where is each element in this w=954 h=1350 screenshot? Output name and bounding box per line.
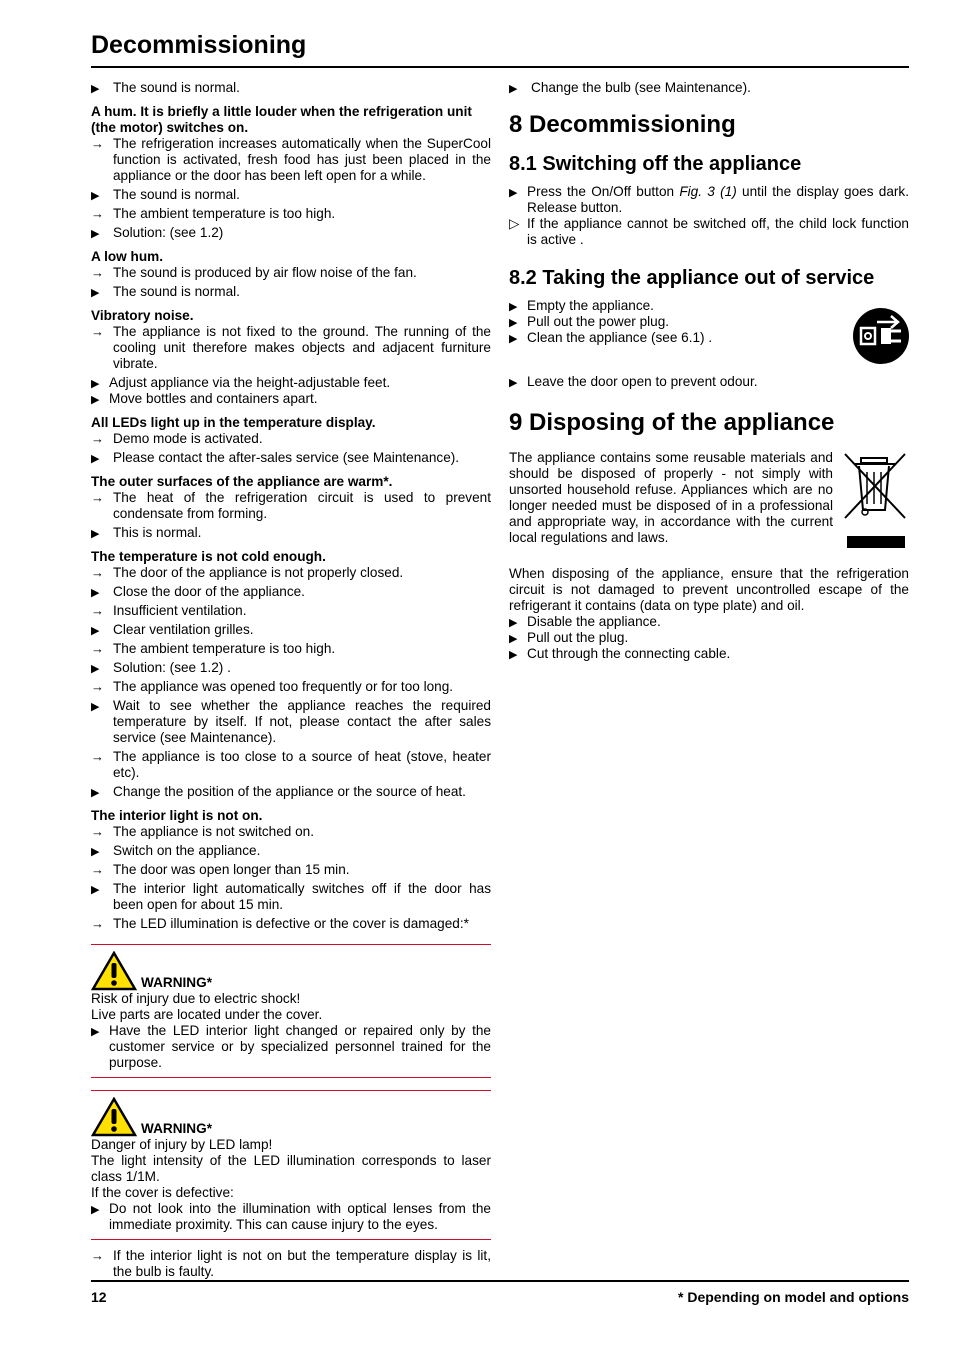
title-rule xyxy=(91,66,909,68)
triangle-bullet-icon: ▶ xyxy=(91,625,100,637)
subsection-title: 8.1 Switching off the appliance xyxy=(509,153,802,175)
disposal-block xyxy=(509,450,909,546)
triangle-bullet-icon: ▶ xyxy=(91,83,100,95)
paragraph: The appliance contains some reusable materials and should be disposed of properly - not simply with unsorted household refuse. Appliances which are no longer needed must be disposed of in a professional and appropriate way, in accordance with the current local regulations and laws. xyxy=(509,450,833,545)
arrow-right-icon: → xyxy=(91,431,104,446)
list-item: ▶ Do not look into the illumination with optical lenses from the immediate proximity. This can cause injury to the eyes. xyxy=(91,1201,491,1232)
warning-text: If the cover is defective: xyxy=(91,1185,234,1200)
arrow-right-icon: → xyxy=(91,1248,104,1263)
footer-note: * Depending on model and options xyxy=(678,1289,909,1305)
list-item: ▶ Cut through the connecting cable. xyxy=(509,646,909,662)
list-item: → The appliance is too close to a source of heat (stove, heater etc). xyxy=(91,749,491,780)
warning-text: Risk of injury due to electric shock! xyxy=(91,991,301,1006)
triangle-bullet-icon: ▶ xyxy=(91,394,100,406)
triangle-bullet-icon: ▶ xyxy=(509,633,518,645)
warning-box xyxy=(91,1090,491,1240)
triangle-bullet-icon: ▶ xyxy=(91,378,100,390)
list-item: ▶ Solution: (see 1.2) . xyxy=(91,660,491,676)
triangle-bullet-icon: ▶ xyxy=(91,453,100,465)
triangle-bullet-icon: ▶ xyxy=(91,287,100,299)
list-item: ▶ Solution: (see 1.2) xyxy=(91,225,491,241)
list-item: → The appliance is not switched on. xyxy=(91,824,315,839)
list-item: ▶ The sound is normal. xyxy=(91,284,491,300)
list-item: → The ambient temperature is too high. xyxy=(91,206,336,221)
paragraph: When disposing of the appliance, ensure that the refrigeration circuit is not damaged to prevent uncontrolled escape of the refrigerant it contains (data on type plate) and oil. xyxy=(509,566,909,613)
right-column xyxy=(509,80,909,662)
list-item: ▶ The sound is normal. xyxy=(91,187,491,203)
triangle-bullet-icon: ▶ xyxy=(509,83,518,95)
warning-text: Live parts are located under the cover. xyxy=(91,1007,323,1022)
triangle-bullet-icon: ▶ xyxy=(91,587,100,599)
list-item: ▶ Disable the appliance. xyxy=(509,614,909,630)
warning-text: The light intensity of the LED illumination corresponds to laser class 1/1M. xyxy=(91,1153,491,1184)
triangle-bullet-icon: ▶ xyxy=(509,301,518,313)
list-item: → The appliance was opened too frequently or for too long. xyxy=(91,679,454,694)
triangle-bullet-icon: ▶ xyxy=(509,377,518,389)
list-item: ▶ This is normal. xyxy=(91,525,491,541)
arrow-right-icon: → xyxy=(91,749,104,764)
arrow-right-icon: → xyxy=(91,206,104,221)
list-item: ▶ Leave the door open to prevent odour. xyxy=(509,374,909,390)
list-item: ▶ Press the On/Off button Fig. 3 (1) until the display goes dark. Release button. xyxy=(509,184,910,215)
list-item: → The door of the appliance is not properly closed. xyxy=(91,565,404,580)
list-item: → The refrigeration increases automatically when the SuperCool function is activated, fresh food has just been placed in the appliance or the door has been left open for a while. xyxy=(91,136,491,183)
footer-rule xyxy=(91,1280,909,1282)
arrow-right-icon: → xyxy=(91,324,104,339)
section-heading: A hum. It is briefly a little louder when the refrigeration unit (the motor) switches on. xyxy=(91,104,472,135)
arrow-right-icon: → xyxy=(91,603,104,618)
list-item: ▶ Empty the appliance. xyxy=(509,298,909,314)
triangle-bullet-icon: ▶ xyxy=(91,701,100,713)
outline-triangle-icon: ▷ xyxy=(509,216,520,231)
page-number: 12 xyxy=(91,1289,107,1305)
arrow-right-icon: → xyxy=(91,824,104,839)
list-item: → The ambient temperature is too high. xyxy=(91,641,336,656)
arrow-right-icon: → xyxy=(91,136,104,151)
arrow-right-icon: → xyxy=(91,265,104,280)
warning-triangle-icon xyxy=(91,1097,137,1137)
section-heading: The temperature is not cold enough. xyxy=(91,549,326,564)
list-item: ▶ Close the door of the appliance. xyxy=(91,584,491,600)
section-heading: The outer surfaces of the appliance are warm*. xyxy=(91,474,393,489)
triangle-bullet-icon: ▶ xyxy=(509,333,518,345)
warning-text: Danger of injury by LED lamp! xyxy=(91,1137,273,1152)
list-item: → The LED illumination is defective or the cover is damaged:* xyxy=(91,916,469,931)
list-item: → The heat of the refrigeration circuit is used to prevent condensate from forming. xyxy=(91,490,491,521)
section-title: 9 Disposing of the appliance xyxy=(509,409,835,436)
triangle-bullet-icon: ▶ xyxy=(509,617,518,629)
warning-label: WARNING* xyxy=(141,975,212,990)
list-item: ▶ The interior light automatically switches off if the door has been open for about 15 min. xyxy=(91,881,491,912)
warning-triangle-icon xyxy=(91,951,137,991)
subsection-title: 8.2 Taking the appliance out of service xyxy=(509,267,875,289)
list-item: ▷ If the appliance cannot be switched off, the child lock function is active . xyxy=(509,216,909,247)
arrow-right-icon: → xyxy=(91,862,104,877)
triangle-bullet-icon: ▶ xyxy=(509,317,518,329)
triangle-bullet-icon: ▶ xyxy=(91,1026,100,1038)
section-heading: All LEDs light up in the temperature display. xyxy=(91,415,376,430)
arrow-right-icon: → xyxy=(91,641,104,656)
list-item: → If the interior light is not on but the temperature display is lit, the bulb is faulty. xyxy=(91,1248,491,1279)
list-item: ▶ Switch on the appliance. xyxy=(91,843,491,859)
arrow-right-icon: → xyxy=(91,565,104,580)
list-item: ▶ Clear ventilation grilles. xyxy=(91,622,491,638)
list-item: → The sound is produced by air flow noise of the fan. xyxy=(91,265,417,280)
crossed-bin-icon xyxy=(841,450,909,550)
arrow-right-icon: → xyxy=(91,679,104,694)
list-item: ▶ Pull out the plug. xyxy=(509,630,909,646)
list-item: → The door was open longer than 15 min. xyxy=(91,862,350,877)
triangle-bullet-icon: ▶ xyxy=(509,187,518,199)
figure-reference: Fig. 3 (1) xyxy=(679,184,737,199)
list-item: → Insufficient ventilation. xyxy=(91,603,247,618)
page-title: Decommissioning xyxy=(91,31,307,59)
list-item: ▶ Move bottles and containers apart. xyxy=(91,391,491,407)
triangle-bullet-icon: ▶ xyxy=(91,190,100,202)
warning-label: WARNING* xyxy=(141,1121,212,1136)
list-item: ▶ The sound is normal. xyxy=(91,80,491,96)
left-column xyxy=(91,80,491,1283)
list-item: ▶ Change the position of the appliance or the source of heat. xyxy=(91,784,491,800)
list-item: ▶ Wait to see whether the appliance reaches the required temperature by itself. If not, please contact the after sales service (see Maintenance). xyxy=(91,698,491,745)
triangle-bullet-icon: ▶ xyxy=(91,228,100,240)
arrow-right-icon: → xyxy=(91,916,104,931)
list-item: ▶ Clean the appliance (see 6.1) . xyxy=(509,330,909,346)
triangle-bullet-icon: ▶ xyxy=(91,787,100,799)
list-item: ▶ Adjust appliance via the height-adjustable feet. xyxy=(91,375,491,391)
section-heading: The interior light is not on. xyxy=(91,808,263,823)
section-heading: Vibratory noise. xyxy=(91,308,194,323)
triangle-bullet-icon: ▶ xyxy=(91,846,100,858)
warning-header xyxy=(91,1097,491,1137)
triangle-bullet-icon: ▶ xyxy=(91,1204,100,1216)
list-item: ▶ Change the bulb (see Maintenance). xyxy=(509,80,909,96)
list-item: ▶ Please contact the after-sales service (see Maintenance). xyxy=(91,450,491,466)
list-item: ▶ Have the LED interior light changed or repaired only by the customer service or by specialized personnel trained for the purpose. xyxy=(91,1023,491,1070)
triangle-bullet-icon: ▶ xyxy=(91,528,100,540)
list-item: → The appliance is not fixed to the ground. The running of the cooling unit therefore makes objects and adjacent furniture vibrate. xyxy=(91,324,491,371)
triangle-bullet-icon: ▶ xyxy=(91,884,100,896)
service-steps xyxy=(509,298,909,374)
list-item: → Demo mode is activated. xyxy=(91,431,263,446)
section-heading: A low hum. xyxy=(91,249,163,264)
section-title: 8 Decommissioning xyxy=(509,111,736,138)
triangle-bullet-icon: ▶ xyxy=(509,649,518,661)
arrow-right-icon: → xyxy=(91,490,104,505)
list-item: ▶ Pull out the power plug. xyxy=(509,314,909,330)
warning-header xyxy=(91,951,491,991)
warning-box xyxy=(91,944,491,1078)
triangle-bullet-icon: ▶ xyxy=(91,663,100,675)
